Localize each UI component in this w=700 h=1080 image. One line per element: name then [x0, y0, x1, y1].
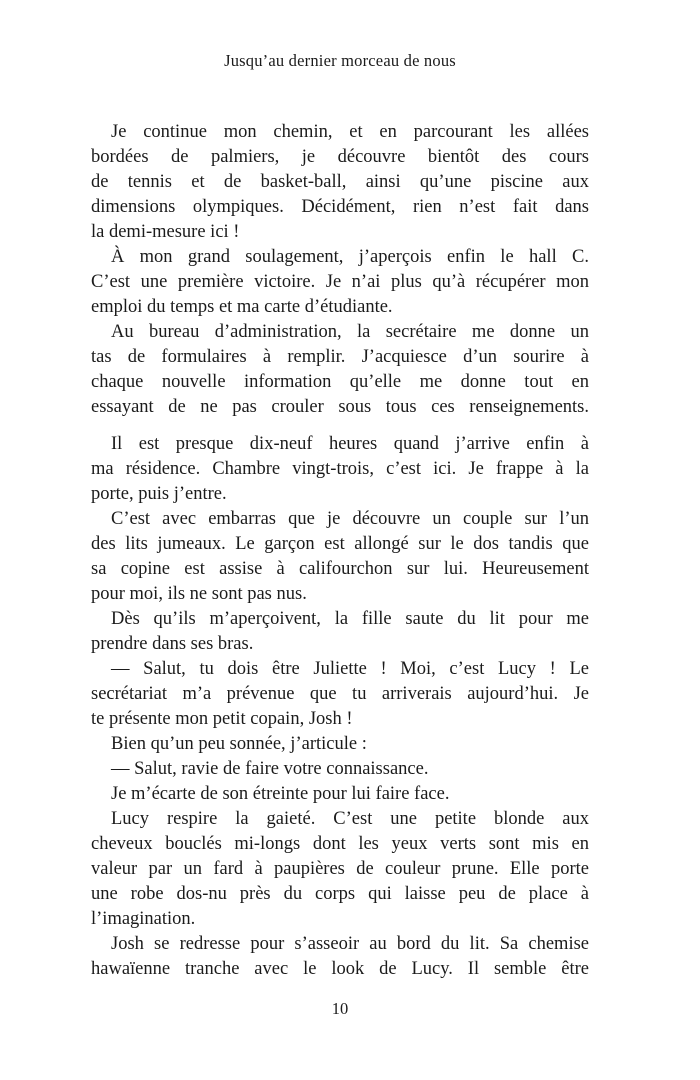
- paragraph: [91, 320, 589, 420]
- text-line: valeur par un fard à paupières de couleur prune. Elle porte: [91, 859, 589, 879]
- page-number: 10: [331, 999, 349, 1018]
- text-line: — Salut, tu dois être Juliette ! Moi, c’est Lucy ! Le: [111, 659, 589, 679]
- text-line: essayant de ne pas crouler sous tous ces renseignements.: [91, 397, 589, 417]
- text-line: la demi-mesure ici !: [91, 222, 240, 242]
- text-line: Je m’écarte de son étreinte pour lui faire face.: [111, 784, 450, 804]
- paragraph: [91, 732, 589, 757]
- text-line: emploi du temps et ma carte d’étudiante.: [91, 297, 393, 317]
- text-line: Dès qu’ils m’aperçoivent, la fille saute du lit pour me: [111, 609, 589, 629]
- text-line: l’imagination.: [91, 909, 196, 929]
- running-header: Jusqu’au dernier morceau de nous: [224, 51, 456, 70]
- text-line: porte, puis j’entre.: [91, 484, 227, 504]
- text-line: tas de formulaires à remplir. J’acquiesce d’un sourire à: [91, 347, 589, 367]
- text-line: À mon grand soulagement, j’aperçois enfin le hall C.: [111, 247, 589, 267]
- text-line: pour moi, ils ne sont pas nus.: [91, 584, 307, 604]
- page-body: [91, 120, 589, 982]
- paragraph: [91, 607, 589, 657]
- text-line: secrétariat m’a prévenue que tu arriverais aujourd’hui. Je: [91, 684, 589, 704]
- paragraph: [91, 657, 589, 732]
- text-line: Je continue mon chemin, et en parcourant les allées: [111, 122, 589, 142]
- text-line: cheveux bouclés mi-longs dont les yeux verts sont mis en: [91, 834, 589, 854]
- paragraph: [91, 782, 589, 807]
- text-line: chaque nouvelle information qu’elle me donne tout en: [91, 372, 589, 392]
- text-column: [91, 0, 589, 1080]
- text-line: prendre dans ses bras.: [91, 634, 254, 654]
- text-line: C’est avec embarras que je découvre un couple sur l’un: [111, 509, 589, 529]
- text-line: Au bureau d’administration, la secrétaire me donne un: [111, 322, 589, 342]
- paragraph: [91, 507, 589, 607]
- paragraph: [91, 245, 589, 320]
- text-line: des lits jumeaux. Le garçon est allongé sur le dos tandis que: [91, 534, 589, 554]
- text-line: te présente mon petit copain, Josh !: [91, 709, 353, 729]
- paragraph: [91, 120, 589, 245]
- text-line: — Salut, ravie de faire votre connaissance.: [111, 759, 429, 779]
- text-line: de tennis et de basket-ball, ainsi qu’une piscine aux: [91, 172, 589, 192]
- text-line: ma résidence. Chambre vingt-trois, c’est ici. Je frappe à la: [91, 459, 589, 479]
- text-line: Lucy respire la gaieté. C’est une petite blonde aux: [111, 809, 589, 829]
- text-line: sa copine est assise à califourchon sur lui. Heureusement: [91, 559, 589, 579]
- text-line: dimensions olympiques. Décidément, rien n’est fait dans: [91, 197, 589, 217]
- text-line: Bien qu’un peu sonnée, j’articule :: [111, 734, 367, 754]
- text-line: C’est une première victoire. Je n’ai plus qu’à récupérer mon: [91, 272, 589, 292]
- text-line: une robe dos-nu près du corps qui laisse peu de place à: [91, 884, 589, 904]
- paragraph: [91, 757, 589, 782]
- text-line: Josh se redresse pour s’asseoir au bord du lit. Sa chemise: [111, 934, 589, 954]
- text-line: Il est presque dix-neuf heures quand j’arrive enfin à: [111, 434, 589, 454]
- paragraph: [91, 432, 589, 507]
- text-line: hawaïenne tranche avec le look de Lucy. Il semble être: [91, 959, 589, 979]
- paragraph: [91, 807, 589, 932]
- paragraph: [91, 932, 589, 982]
- text-line: bordées de palmiers, je découvre bientôt des cours: [91, 147, 589, 167]
